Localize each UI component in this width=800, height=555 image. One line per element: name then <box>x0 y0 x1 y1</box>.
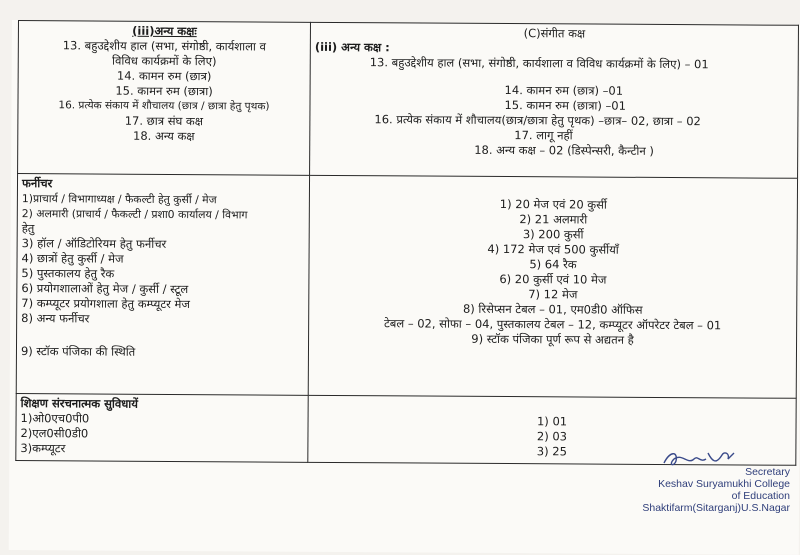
rooms-item: 13. बहुउद्देशीय हाल (सभा, संगोष्ठी, कार्यशाला व विविध कार्यक्रमों के लिए) – 01 <box>369 55 709 72</box>
furniture-heading: फर्नीचर <box>21 176 53 191</box>
furniture-blank <box>21 326 304 346</box>
furniture-item: हेतु <box>21 221 35 236</box>
rooms-item: विविध कार्यक्रमों के लिए) <box>112 53 217 69</box>
furniture-value: 5) 64 रैक <box>529 257 577 272</box>
rooms-item: 17. लागू नहीं <box>514 128 573 143</box>
rooms-subheading: (iii)अन्य कक्षः <box>132 23 197 39</box>
furniture-item: 8) अन्य फर्नीचर <box>21 311 90 326</box>
furniture-value: 2) 21 अलमारी <box>519 212 588 227</box>
infra-left-cell <box>16 394 308 463</box>
infra-value: 2) 03 <box>536 429 568 444</box>
furniture-value: 3) 200 कुर्सी <box>522 227 584 242</box>
rooms-item: 13. बहुउद्देशीय हाल (सभा, संगोष्ठी, कार्यशाला व <box>62 38 266 54</box>
furniture-item: 9) स्टॉक पंजिका की स्थिति <box>20 344 136 359</box>
furniture-value: 1) 20 मेज एवं 20 कुर्सी <box>499 196 607 212</box>
furniture-value: टेबल – 02, सोफा – 04, पुस्तकालय टेबल – 12, कम्प्यूटर ऑपरेटर टेबल – 01 <box>383 316 722 333</box>
rooms-item: 14. कामन रुम (छात्र) –01 <box>504 83 624 98</box>
furniture-item: 6) प्रयोगशालाओं हेतु मेज / कुर्सी / स्टूल <box>21 281 189 297</box>
rooms-item: 15. कामन रुम (छात्रा) <box>115 83 213 99</box>
infra-item: 3)कम्प्यूटर <box>20 441 66 456</box>
stamp-line: Secretary <box>745 466 790 478</box>
furniture-item: 4) छात्रों हेतु कुर्सी / मेज <box>21 251 124 266</box>
music-room-title: (C)संगीत कक्ष <box>523 26 586 41</box>
furniture-row <box>16 174 797 399</box>
rooms-item: 14. कामन रुम (छात्र) <box>116 68 212 84</box>
rooms-right-cell <box>310 22 799 178</box>
stamp-line: of Education <box>731 490 790 502</box>
rooms-item: 15. कामन रुम (छात्रा) –01 <box>504 98 626 113</box>
rooms-row <box>18 21 799 179</box>
furniture-item: 1)प्राचार्य / विभागाध्यक्ष / फैकल्टी हेतु कुर्सी / मेज <box>21 192 217 207</box>
furniture-value: 6) 20 कुर्सी एवं 10 मेज <box>499 271 607 287</box>
rooms-item: 18. अन्य कक्ष <box>132 128 195 144</box>
rooms-item: 16. प्रत्येक संकाय में शौचालय(छात्र/छात्रा हेतु पृथक) –छात्र– 02, छात्रा – 02 <box>374 112 701 129</box>
furniture-value: 8) रिसेप्सन टेबल – 01, एम0डी0 ऑफिस <box>462 301 643 317</box>
furniture-item: 5) पुस्तकालय हेतु रैक <box>21 266 115 281</box>
furniture-value: 7) 12 मेज <box>528 287 578 302</box>
furniture-value: 9) स्टॉक पंजिका पूर्ण रूप से अद्यतन है <box>471 331 634 347</box>
infra-item: 1)ओ0एच0पी0 <box>20 411 90 426</box>
furniture-item: 7) कम्प्यूटर प्रयोगशाला हेतु कम्प्यूटर मेज <box>21 296 190 312</box>
rooms-item: 18. अन्य कक्ष – 02 (डिस्पेन्सरी, कैन्टीन ) <box>474 142 654 158</box>
furniture-left-cell <box>16 174 309 396</box>
infra-heading: शिक्षण संरचनात्मक सुविधायें <box>20 396 139 411</box>
facilities-table <box>15 20 799 466</box>
stamp-line: Shaktifarm(Sitarganj)U.S.Nagar <box>642 502 790 514</box>
furniture-item: 3) हॉल / ऑडिटोरियम हेतु फर्नीचर <box>21 236 167 251</box>
furniture-right-cell <box>308 175 797 398</box>
infra-value: 1) 01 <box>536 414 568 429</box>
furniture-value: 4) 172 मेज एवं 500 कुर्सीयाँ <box>487 241 619 257</box>
secretary-stamp <box>640 466 790 514</box>
infra-item: 2)एल0सी0डी0 <box>20 426 89 441</box>
stamp-line: Keshav Suryamukhi College <box>658 478 790 490</box>
rooms-item: 17. छात्र संघ कक्ष <box>124 113 204 129</box>
infra-value: 3) 25 <box>536 444 567 459</box>
rooms-left-cell <box>18 21 311 176</box>
rooms-subheading-right: (iii) अन्य कक्ष : <box>314 39 390 55</box>
rooms-item: 16. प्रत्येक संकाय में शौचालय (छात्र / छात्रा हेतु पृथक) <box>58 99 270 113</box>
furniture-item: 2) अलमारी (प्राचार्य / फैकल्टी / प्रशा0 कार्यालय / विभाग <box>21 207 248 222</box>
